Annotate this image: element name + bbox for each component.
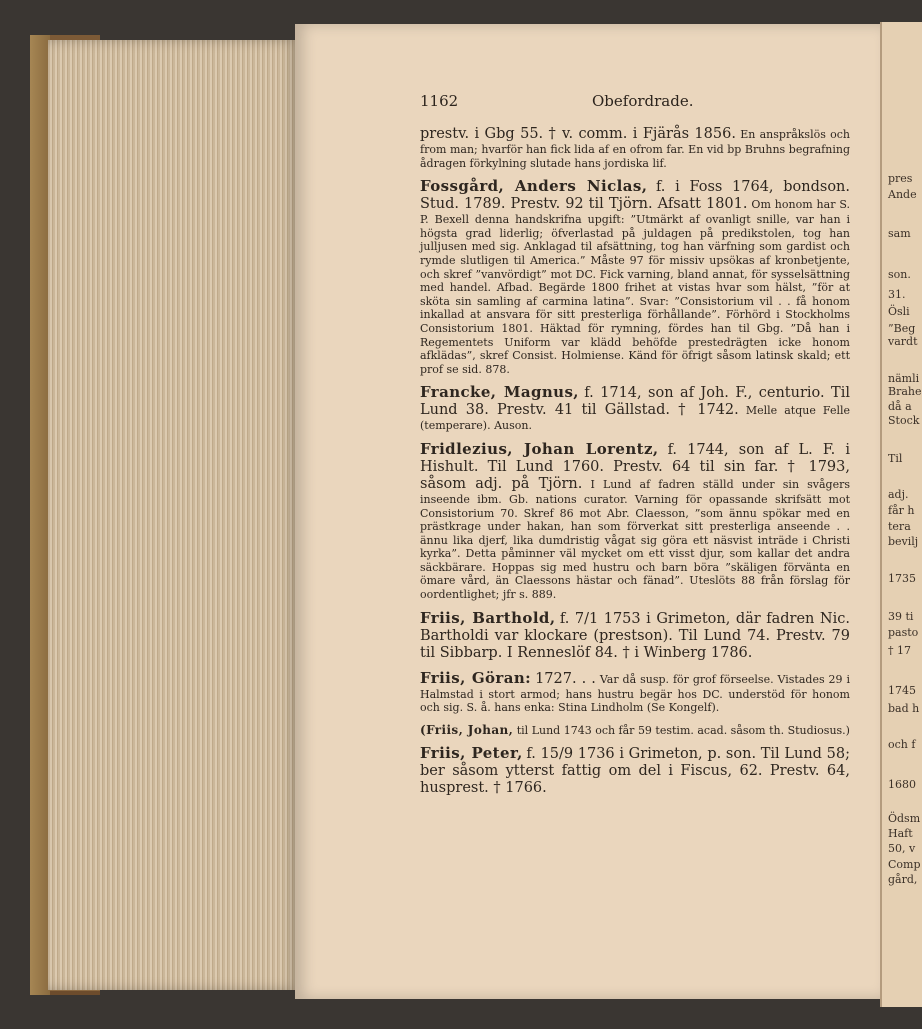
facing-page-fragment: Brahe bbox=[888, 385, 922, 398]
entry bbox=[420, 439, 851, 602]
facing-page-fragment: pres bbox=[888, 172, 913, 185]
entry-head: Friis, Göran: bbox=[420, 668, 532, 687]
entry-body: I Lund af fadren ställd under sin svågers inseende ibm. Gb. nations curator. Varning för opassande skrifsätt mot Consistorium 70. Skref 86 mot Abr. Claesson, ”som ännu spökar med en prästkrage under hakan, han som förverkat sitt presterliga anseende . . ännu lika djerf, lika dumdristig vågat sig göra ett näsvist inträde i Christi kyrka”. Detta påminner väl mycket om ett visst djur, som kallar det andra säckbärare. Hoppas sig med hustru och barn böra ”skäligen förvänta en ömare vård, än Claessons hästar och fänad”. Uteslöts 88 från förslag för oordentlighet; jfr s. 889. bbox=[420, 477, 851, 602]
entry bbox=[420, 608, 850, 662]
facing-page-fragment: får h bbox=[888, 504, 915, 517]
entry bbox=[420, 668, 851, 715]
facing-page-fragment: adj. bbox=[888, 488, 909, 501]
entry-head: Francke, Magnus, bbox=[420, 383, 579, 402]
entry bbox=[420, 724, 850, 738]
facing-page bbox=[880, 22, 922, 1007]
facing-page-fragment: gård, bbox=[888, 873, 918, 886]
facing-page-fragment: 1680 bbox=[888, 778, 916, 791]
entry-body: Melle atque Felle (temperare). Auson. bbox=[420, 404, 851, 433]
facing-page-fragment: son. bbox=[888, 268, 911, 281]
entry-lead: prestv. i Gbg 55. † v. comm. i Fjärås 1856. bbox=[420, 126, 736, 142]
entry bbox=[420, 126, 850, 170]
page-edges bbox=[48, 40, 298, 990]
facing-page-fragment: ”Beg bbox=[888, 322, 916, 335]
entry-lead: f. 7/1 1753 i Grimeton, där fadren Nic. Bartholdi var klockare (prestson). Til Lund 74. Prestv. 79 til Sibbarp. I Renneslöf 84. † i Winberg 1786. bbox=[420, 610, 850, 661]
facing-page-fragment: pasto bbox=[888, 626, 919, 639]
facing-page-fragment: Stock bbox=[888, 414, 920, 427]
page-title: Obefordrade. bbox=[592, 92, 694, 110]
facing-page-fragment: och f bbox=[888, 738, 916, 751]
entry bbox=[420, 179, 850, 376]
entry bbox=[420, 746, 850, 797]
page-number: 1162 bbox=[420, 92, 459, 110]
entry-body: Om honom har S. P. Bexell denna handskrifna upgift: ”Utmärkt af ovanligt snille, var han i högsta grad liderlig; öfverlastad på juldagen på predikstolen, tog han julljusen med sig. Anklagad til afsättning, tog han värfning som gardist och rymde slutligen til America.” Måste 97 för missiv upsökas af kronbetjente, och skref ”vanvördigt” mot DC. Fick varning, bland annat, för sysselsättning med handel. Afbad. Begärde 1800 frihet at vistas hvar som hälst, ”för at sköta sin samling af carmina latina”. Svar: ”Consistorium vil . . få honom inkallad at ansvara för sitt presterliga förhållande”. Förhörd i Stockholms Consistorium 1801. Häktad för rymning, fördes han til Gbg. ”Då han i Regementets Uniform var klädd behöfde prestedrägten icke honom afklädas”, skref Consist. Holmiense. Känd för öfrigt såsom latinsk skald; ett prof se sid. 878. bbox=[420, 198, 851, 376]
facing-page-fragment: Ande bbox=[888, 188, 917, 201]
facing-page-fragment: Haft bbox=[888, 827, 913, 840]
facing-page-fragment: 39 ti bbox=[888, 610, 914, 623]
entry-body: til Lund 1743 och får 59 testim. acad. såsom th. Studiosus.) bbox=[516, 723, 850, 737]
entry bbox=[420, 385, 850, 433]
facing-page-fragment: vardt bbox=[888, 335, 918, 348]
facing-page-fragment: 50, v bbox=[888, 842, 916, 855]
facing-page-fragment: nämli bbox=[888, 372, 920, 385]
facing-page-fragment: Til bbox=[888, 452, 903, 465]
entry-body: En anspråkslös och from man; hvarför han fick lida af en ofrom far. En vid bp Bruhns begrafning ådragen förkylning slutade hans jordiska lif. bbox=[420, 128, 850, 170]
facing-page-fragment: 1735 bbox=[888, 572, 916, 585]
facing-page-fragment: då a bbox=[888, 400, 912, 413]
entry-lead: f. 15/9 1736 i Grimeton, p. son. Til Lund 58; ber såsom ytterst fattig om del i Fiscus, 62. Prestv. 64, husprest. † 1766. bbox=[420, 746, 850, 797]
facing-page-fragment: 1745 bbox=[888, 684, 916, 697]
book-spine bbox=[30, 35, 50, 995]
facing-page-fragment: Ösli bbox=[888, 305, 910, 318]
facing-page-fragment: bevilj bbox=[888, 535, 919, 548]
entry-head: (Friis, Johan, bbox=[420, 722, 514, 737]
facing-page-fragment: Comp bbox=[888, 858, 921, 871]
entry-body: Var då susp. för grof förseelse. Vistades 29 i Halmstad i stort armod; hans hustru begär hos DC. understöd för honom och sig. S. å. hans enka: Stina Lindholm (Se Kongelf). bbox=[420, 672, 851, 715]
entry-lead: f. i Foss 1764, bondson. Stud. 1789. Prestv. 92 til Tjörn. Afsatt 1801. bbox=[420, 179, 850, 213]
facing-page-fragment: 31. bbox=[888, 288, 906, 301]
entry-lead: f. 1714, son af Joh. F., centurio. Til Lund 38. Prestv. 41 til Gällstad. † 1742. bbox=[420, 385, 850, 419]
facing-page-fragment: † 17 bbox=[888, 644, 911, 657]
page-text bbox=[420, 126, 850, 806]
facing-page-fragment: sam bbox=[888, 227, 911, 240]
entry-lead: f. 1744, son af L. F. i Hishult. Til Lund 1760. Prestv. 64 til sin far. † 1793, såsom adj. på Tjörn. bbox=[420, 441, 850, 492]
entry-head: Fridlezius, Johan Lorentz, bbox=[420, 439, 659, 458]
entry-head: Friis, Barthold, bbox=[420, 608, 556, 627]
facing-page-fragment: tera bbox=[888, 520, 911, 533]
entry-lead: 1727. . . bbox=[535, 670, 596, 687]
facing-page-fragment: bad h bbox=[888, 702, 920, 715]
entry-head: Fossgård, Anders Niclas, bbox=[420, 177, 648, 196]
entry-head: Friis, Peter, bbox=[420, 744, 523, 763]
facing-page-fragment: Ödsm bbox=[888, 812, 921, 825]
